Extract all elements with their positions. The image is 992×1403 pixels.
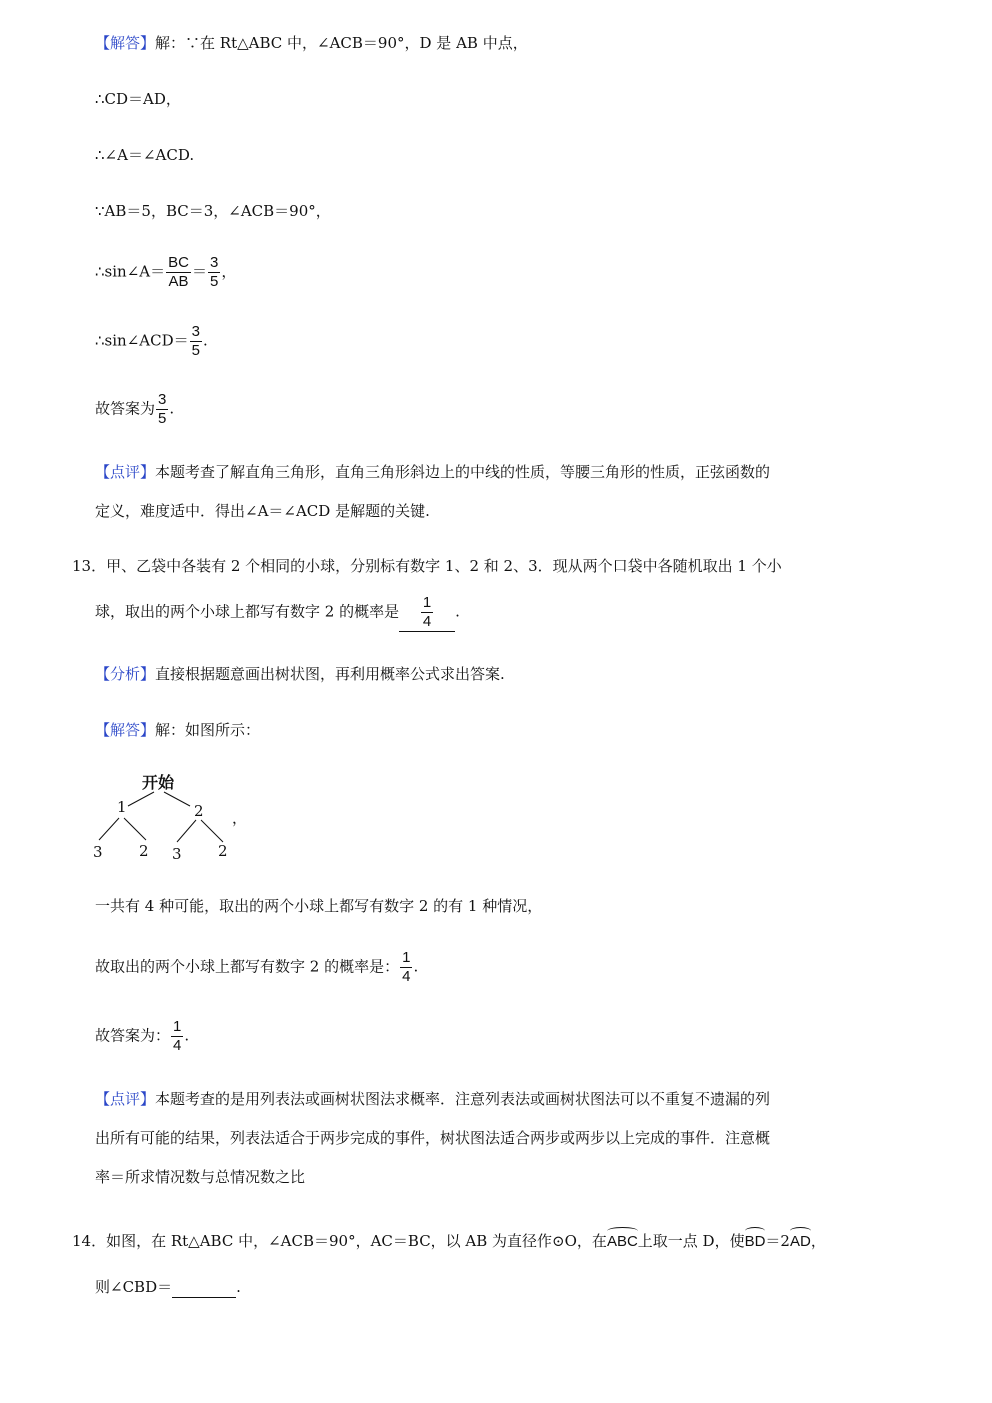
- tree-edge: [201, 820, 223, 842]
- punctuation: .: [455, 602, 460, 621]
- fraction-1-4: [400, 949, 412, 986]
- fraction-1-4: [421, 594, 433, 631]
- fraction-1-4: [171, 1018, 183, 1055]
- answer-label: 故答案为：: [95, 1026, 171, 1045]
- q13-comment-line-1: [95, 1089, 770, 1109]
- s12-solution-line-1: [95, 33, 528, 53]
- arc-bd: BD: [744, 1233, 766, 1250]
- tree-leaf-1-2: 2: [139, 842, 149, 860]
- tree-leaf-1-3: 3: [93, 843, 103, 861]
- equals-sign: ＝: [191, 262, 207, 281]
- tree-node-1: 1: [117, 798, 127, 816]
- fraction-denominator: 5: [209, 273, 219, 290]
- q13-answer-line: [95, 1018, 189, 1055]
- fraction-denominator: 4: [422, 613, 432, 630]
- question-text: 则∠CBD＝: [95, 1278, 173, 1296]
- punctuation: ，: [221, 262, 237, 281]
- tree-node-2: 2: [194, 802, 204, 820]
- fraction-denominator: 4: [402, 968, 411, 985]
- punctuation: .: [236, 1278, 241, 1296]
- question-text: 上取一点 D，使: [637, 1232, 745, 1250]
- s12-comment-line-2: 定义，难度适中．得出∠A＝∠ACD 是解题的关键.: [95, 502, 430, 520]
- q13-analysis-line: [95, 664, 505, 684]
- q13-line-3: 一共有 4 种可能，取出的两个小球上都写有数字 2 的有 1 种情况，: [95, 897, 543, 915]
- s12-answer-line: [95, 391, 174, 428]
- tree-root: 开始: [142, 773, 175, 792]
- comment-text: 本题考查的是用列表法或画树状图法求概率．注意列表法或画树状图法可以不重复不遗漏的列: [155, 1090, 771, 1108]
- s12-line-5: [95, 254, 236, 291]
- answer-label: 故答案为: [95, 399, 156, 418]
- q14-line-1: [72, 1231, 826, 1252]
- fraction-denominator: 5: [191, 342, 200, 359]
- fraction-numerator: 1: [422, 594, 432, 611]
- s12-line-4: ∵AB＝5，BC＝3，∠ACB＝90°，: [95, 202, 331, 220]
- fraction-denominator: 5: [158, 410, 167, 427]
- s12-line-6: [95, 323, 208, 360]
- probability-text: 故取出的两个小球上都写有数字 2 的概率是：: [95, 957, 400, 976]
- q14-line-2: [95, 1277, 241, 1298]
- s12-line-2: ∴CD＝AD，: [95, 90, 181, 108]
- punctuation: .: [413, 957, 419, 976]
- fraction-numerator: 3: [191, 323, 200, 340]
- tree-leaf-2-3: 3: [172, 845, 182, 862]
- punctuation: .: [169, 399, 175, 418]
- question-text: 14．如图，在 Rt△ABC 中，∠ACB＝90°，AC＝BC，以 AB 为直径作⊙O，在: [72, 1232, 607, 1250]
- q13-comment-line-2: 出所有可能的结果，列表法适合于两步完成的事件，树状图法适合两步或两步以上完成的事件．注意概: [95, 1129, 771, 1147]
- tree-edge: [164, 792, 190, 806]
- analysis-tag: 【分析】: [95, 665, 156, 683]
- fraction-denominator: AB: [168, 273, 189, 290]
- answer-blank: [399, 594, 455, 632]
- comment-text: 本题考查了解直角三角形，直角三角形斜边上的中线的性质，等腰三角形的性质，正弦函数的: [155, 463, 771, 481]
- tree-leaf-2-2: 2: [218, 842, 228, 860]
- sin-acd-label: ∴sin∠ACD＝: [95, 331, 189, 350]
- solution-text: 解：如图所示：: [155, 721, 261, 739]
- fraction-numerator: 3: [209, 254, 219, 271]
- fraction-3-5: [156, 391, 168, 428]
- arc-ad: AD: [789, 1233, 811, 1250]
- q13-line-1: 13．甲、乙袋中各装有 2 个相同的小球，分别标有数字 1、2 和 2、3．现从两个口袋中各随机取出 1 个小: [72, 557, 782, 575]
- fraction-numerator: 3: [158, 391, 167, 408]
- analysis-text: 直接根据题意画出树状图，再利用概率公式求出答案.: [155, 665, 505, 683]
- fraction-3-5: [208, 254, 220, 291]
- fraction-3-5: [190, 323, 202, 360]
- punctuation: ，: [810, 1232, 826, 1250]
- q13-comment-line-3: 率＝所求情况数与总情况数之比: [95, 1168, 306, 1186]
- s12-comment-line-1: [95, 462, 770, 482]
- q13-line-4: [95, 949, 418, 986]
- arc-abc: ABC: [606, 1233, 638, 1250]
- sin-a-label: ∴sin∠A＝: [95, 262, 166, 281]
- tree-diagram: [90, 770, 235, 862]
- fraction-numerator: BC: [168, 254, 189, 271]
- q13-line-2: [95, 594, 460, 632]
- fraction-denominator: 4: [173, 1037, 182, 1054]
- tree-edge: [177, 820, 196, 842]
- comment-tag: 【点评】: [95, 463, 156, 481]
- comment-tag: 【点评】: [95, 1090, 156, 1108]
- q13-solution-line: [95, 720, 260, 740]
- answer-blank: [172, 1277, 236, 1298]
- punctuation: .: [184, 1026, 190, 1045]
- fraction-bc-ab: [166, 254, 191, 291]
- tree-edge: [124, 818, 146, 840]
- solution-text: 解：∵在 Rt△ABC 中，∠ACB＝90°，D 是 AB 中点，: [155, 34, 528, 52]
- tree-edge: [99, 818, 119, 840]
- s12-line-3: ∴∠A＝∠ACD.: [95, 146, 195, 164]
- solution-tag: 【解答】: [95, 721, 156, 739]
- question-text: 球，取出的两个小球上都写有数字 2 的概率是: [95, 602, 400, 621]
- tree-edge: [128, 792, 154, 806]
- fraction-numerator: 1: [402, 949, 411, 966]
- punctuation: .: [202, 331, 208, 350]
- fraction-numerator: 1: [173, 1018, 182, 1035]
- tree-trailing-comma: ，: [232, 809, 248, 827]
- equals-two: ＝2: [765, 1232, 790, 1250]
- solution-tag: 【解答】: [95, 34, 156, 52]
